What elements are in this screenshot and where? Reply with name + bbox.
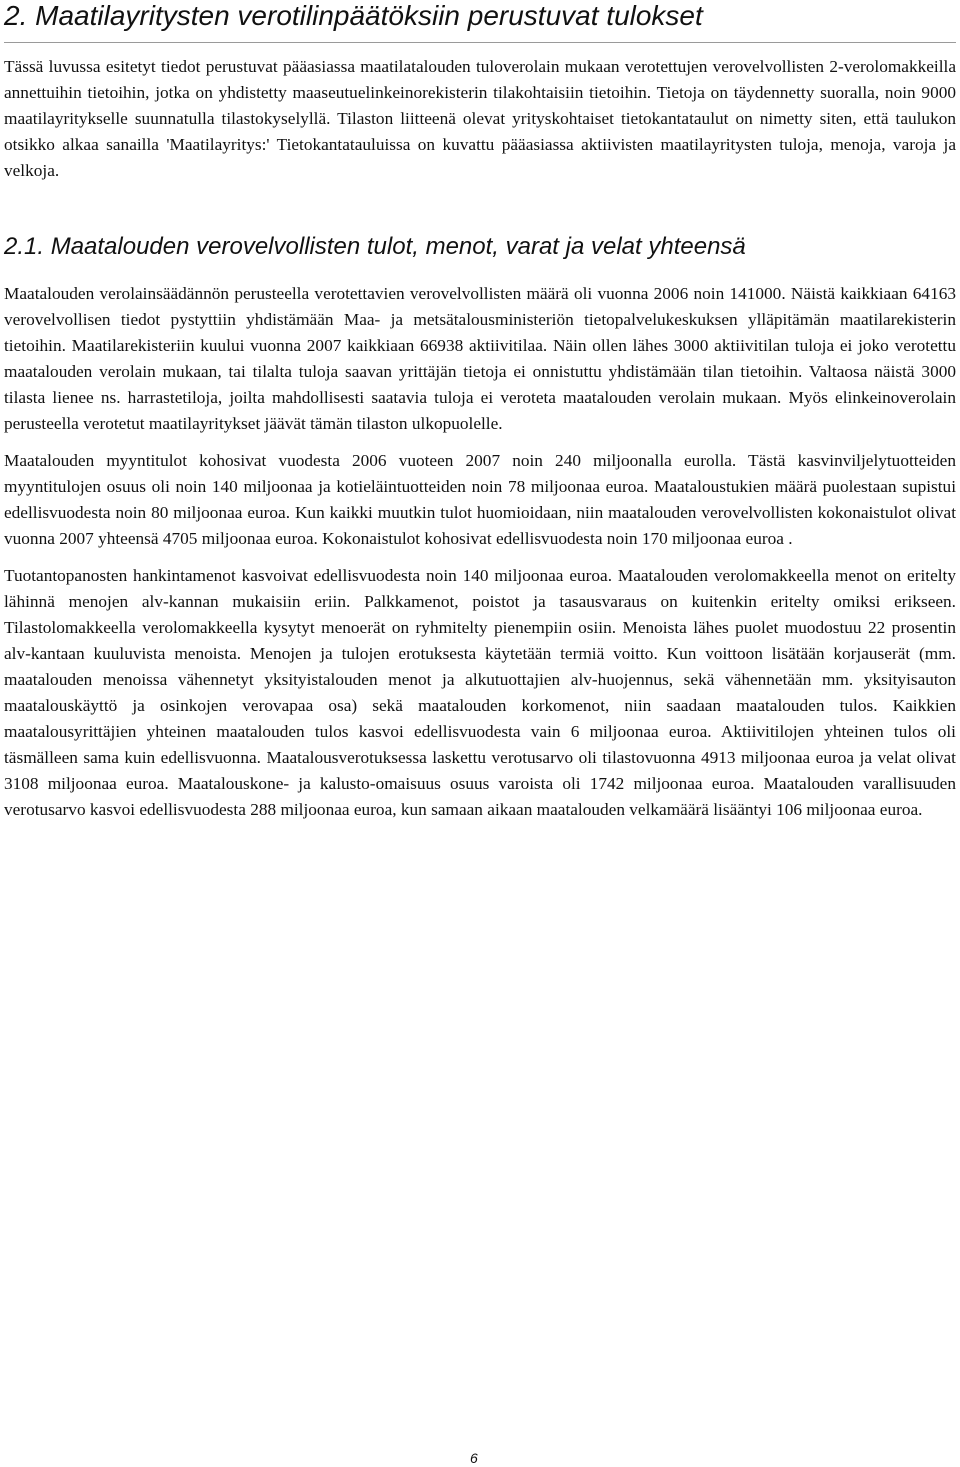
title-divider xyxy=(4,42,956,43)
section-paragraph-2: Maatalouden myyntitulot kohosivat vuodesta 2006 vuoteen 2007 noin 240 miljoonalla eurolla. Tästä kasvinviljelytuotteiden myyntitulojen osuus oli noin 140 miljoonaa ja kotieläintuotteiden noin 78 miljoonaa euroa. Maataloustukien määrä puolestaan supistui edellisvuodesta noin 80 miljoonaa euroa. Kun kaikki muutkin tulot huomioidaan, niin maatalouden verovelvollisten kokonaistulot olivat vuonna 2007 yhteensä 4705 miljoonaa euroa. Kokonaistulot kohosivat edellisvuodesta noin 170 miljoonaa euroa . xyxy=(4,451,956,548)
section-title: 2.1. Maatalouden verovelvollisten tulot, menot, varat ja velat yhteensä xyxy=(4,233,746,260)
chapter-intro-paragraph: Tässä luvussa esitetyt tiedot perustuvat pääasiassa maatilatalouden tuloverolain mukaan verotettujen verovelvollisten 2-verolomakkeilla annettuihin tietoihin, jotka on yhdistetty maaseutuelinkeinorekisterin tilakohtaisiin tietoihin. Tietoja on täydennetty suoralla, noin 9000 maatilayritykselle suunnatulla tilastokyselyllä. Tilaston liitteenä olevat yrityskohtaiset tietokantataulut on nimetty siten, että taulukon otsikko alkaa sanailla 'Maatilayritys:' Tietokantatauluissa on kuvattu pääasiassa aktiivisten maatilayritysten tuloja, menoja, varoja ja velkoja. xyxy=(4,57,956,180)
chapter-title: 2. Maatilayritysten verotilinpäätöksiin perustuvat tulokset xyxy=(4,0,703,31)
page-number: 6 xyxy=(470,1450,478,1466)
section-paragraph-1: Maatalouden verolainsäädännön perusteella verotettavien verovelvollisten määrä oli vuonna 2006 noin 141000. Näistä kaikkiaan 64163 verovelvollisen tiedot pystyttiin yhdistämään Maa- ja metsätalousministeriön tietopalvelukeskuksen ylläpitämän maatilarekisterin tietoihin. Maatilarekisteriin kuului vuonna 2007 kaikkiaan 66938 aktiivitilaa. Näin ollen lähes 3000 aktiivitilan tuloja ei joko verotettu maatalouden verolain mukaan, tai tilalta tuloja saavan yrittäjän tietoja ei onnistuttu yhdistämään tilan tietoihin. Valtaosa näistä 3000 tilasta lienee ns. harrastetiloja, joilta mahdollisesti saatavia tuloja ei veroteta maatalouden verolain mukaan. Myös elinkeinoverolain perusteella verotetut maatilayritykset jäävät tämän tilaston ulkopuolelle. xyxy=(4,284,956,433)
section-body xyxy=(4,281,956,834)
section-paragraph-3: Tuotantopanosten hankintamenot kasvoivat edellisvuodesta noin 140 miljoonaa euroa. Maatalouden verolomakkeella menot on eritelty lähinnä menojen alv-kannan mukaisiin eriin. Palkkamenot, poistot ja tasausvaraus on kuitenkin eritelty omiksi erikseen. Tilastolomakkeella verolomakkeella kysytyt menoerät on ryhmitelty pienempiin osiin. Menoista lähes puolet muodostuu 22 prosentin alv-kantaan kuuluvista menoista. Menojen ja tulojen erotuksesta käytetään termiä voitto. Kun voittoon lisätään korjauserät (mm. maatalouden menoissa vähennetyt yksityistalouden menot ja alkutuottajien alv-huojennus, sekä vähennetään mm. yksityisauton maatalouskäyttö ja osinkojen verovapaa osa) sekä maatalouden korkomenot, niin saadaan maatalouden tulos. Kaikkien maatalousyrittäjien yhteinen maatalouden tulos kasvoi edellisvuodesta vain 6 miljoonaa euroa. Aktiivitilojen yhteinen tulos oli täsmälleen sama kuin edellisvuonna. Maatalousverotuksessa laskettu verotusarvo oli tilastovuonna 4913 miljoonaa euroa ja velat olivat 3108 miljoonaa euroa. Maatalouskone- ja kalusto-omaisuus osuus varoista oli 1742 miljoonaa euroa. Maatalouden varallisuuden verotusarvo kasvoi edellisvuodesta 288 miljoonaa euroa, kun samaan aikaan maatalouden velkamäärä lisääntyi 106 miljoonaa euroa. xyxy=(4,566,956,819)
